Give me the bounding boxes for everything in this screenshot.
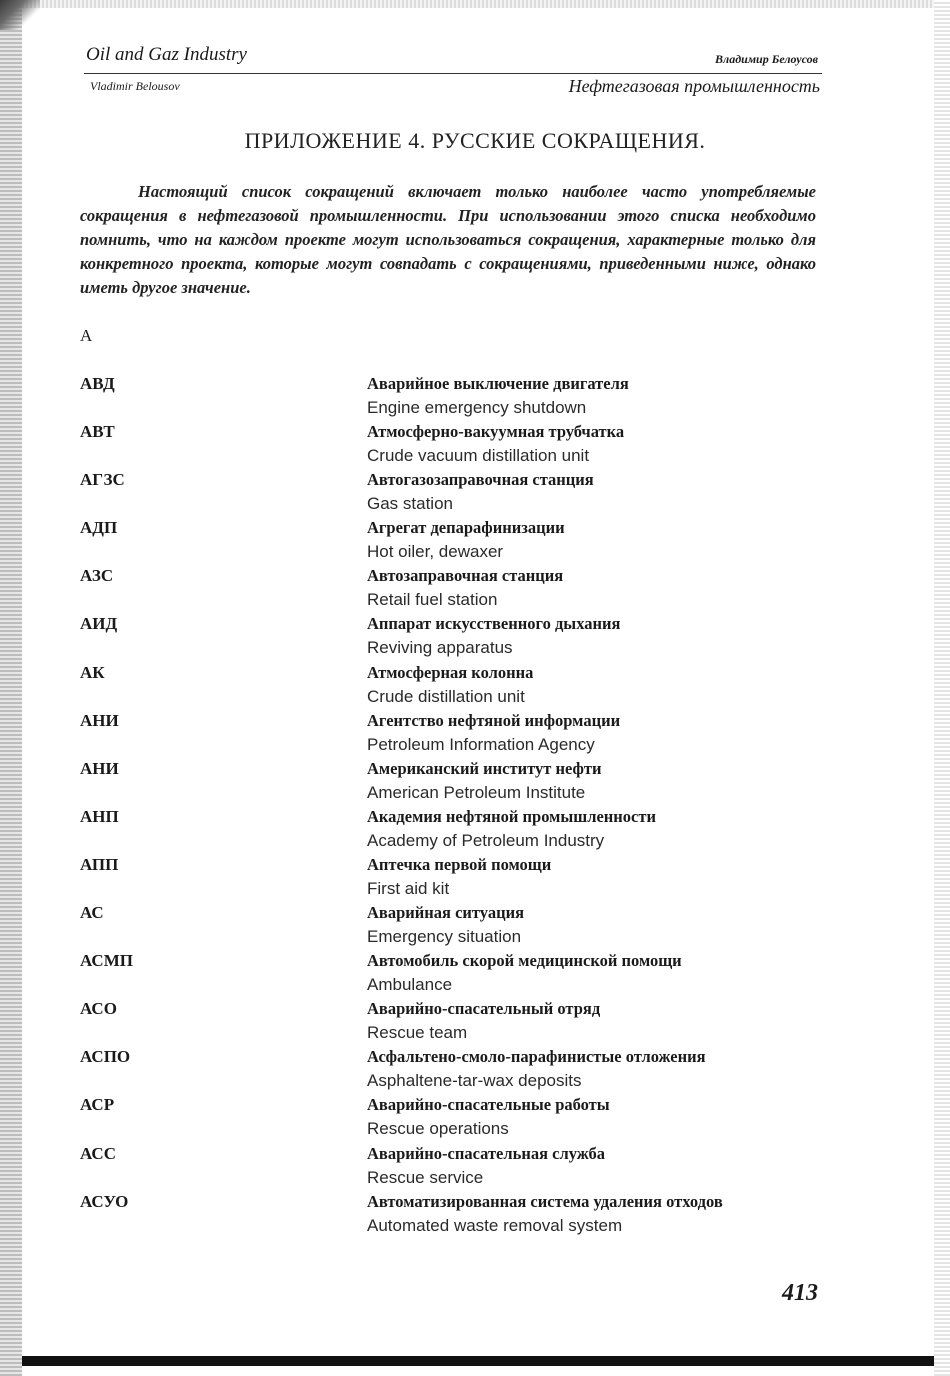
abbreviation: АПП bbox=[80, 854, 119, 874]
definition-en: Rescue team bbox=[367, 1023, 468, 1043]
definition-ru: Атмосферно-вакуумная трубчатка bbox=[367, 422, 625, 442]
list-item bbox=[80, 805, 820, 853]
list-item bbox=[80, 1093, 820, 1141]
list-item bbox=[80, 468, 820, 516]
definition-ru: Асфальтено-смоло-парафинистые отложения bbox=[367, 1047, 706, 1067]
abbreviation: АВТ bbox=[80, 422, 115, 442]
definition-ru: Автозаправочная станция bbox=[367, 566, 564, 586]
definition-en: Rescue service bbox=[367, 1167, 484, 1187]
list-item bbox=[80, 1190, 820, 1238]
list-item bbox=[80, 420, 820, 468]
definition-en: Ambulance bbox=[367, 975, 453, 995]
definition-en: Academy of Petroleum Industry bbox=[367, 830, 605, 850]
running-header-author-ru: Владимир Белоусов bbox=[715, 52, 818, 66]
binding-shadow bbox=[0, 0, 22, 1376]
list-item bbox=[80, 516, 820, 564]
abbreviation: АСПО bbox=[80, 1047, 131, 1067]
definition-ru: Аварийно-спасательные работы bbox=[367, 1095, 610, 1115]
definition-en: First aid kit bbox=[367, 878, 450, 898]
definition-en: Engine emergency shutdown bbox=[367, 398, 587, 417]
section-letter: А bbox=[80, 326, 93, 345]
definition-en: Hot oiler, dewaxer bbox=[367, 542, 504, 562]
running-header-title-ru: Нефтегазовая промышленность bbox=[568, 76, 820, 96]
list-item bbox=[80, 661, 820, 709]
abbreviation: АСМП bbox=[80, 951, 133, 971]
right-scan-edge bbox=[934, 0, 950, 1376]
abbreviation: АСУО bbox=[80, 1191, 129, 1211]
definition-ru: Автоматизированная система удаления отходов bbox=[367, 1191, 723, 1211]
definition-en: American Petroleum Institute bbox=[367, 782, 586, 802]
definition-ru: Аппарат искусственного дыхания bbox=[367, 614, 621, 634]
list-item bbox=[80, 853, 820, 901]
running-header-title-en: Oil and Gaz Industry bbox=[86, 44, 247, 65]
abbreviation: АВД bbox=[80, 374, 115, 393]
definition-ru: Аварийно-спасательная служба bbox=[367, 1143, 606, 1163]
definition-en: Rescue operations bbox=[367, 1119, 509, 1139]
abbreviation: АНИ bbox=[80, 758, 119, 778]
definition-en: Asphaltene-tar-wax deposits bbox=[367, 1071, 582, 1091]
abbreviation-list bbox=[80, 372, 820, 1238]
abbreviation: АИД bbox=[80, 614, 118, 634]
page-number: 413 bbox=[782, 1280, 818, 1306]
definition-en: Gas station bbox=[367, 494, 453, 514]
top-scan-edge bbox=[22, 0, 950, 8]
definition-en: Retail fuel station bbox=[367, 590, 498, 610]
definition-en: Reviving apparatus bbox=[367, 638, 513, 658]
abbreviation: АСР bbox=[80, 1095, 115, 1115]
list-item bbox=[80, 901, 820, 949]
list-item bbox=[80, 709, 820, 757]
definition-ru: Автомобиль скорой медицинской помощи bbox=[367, 951, 682, 971]
header-rule bbox=[84, 73, 822, 74]
bottom-scan-edge bbox=[22, 1356, 934, 1366]
list-item bbox=[80, 612, 820, 660]
definition-en: Crude distillation unit bbox=[367, 686, 525, 706]
intro-paragraph: Настоящий список сокращений включает только наиболее часто употребляемые сокращения в нефтегазовой промышленности. При использовании этого списка необходимо помнить, что на каждом проекте могут использоваться сокращения, характерные только для конкретного проекта, которые могут совпадать с сокращениями, приведенными ниже, однако иметь другое значение. bbox=[80, 182, 816, 297]
definition-ru: Аптечка первой помощи bbox=[367, 854, 552, 874]
abbreviation: АНИ bbox=[80, 710, 119, 730]
list-item bbox=[80, 949, 820, 997]
definition-ru: Автогазозаправочная станция bbox=[367, 470, 594, 490]
definition-en: Petroleum Information Agency bbox=[367, 734, 595, 754]
definition-ru: Агентство нефтяной информации bbox=[367, 710, 621, 730]
definition-en: Automated waste removal system bbox=[367, 1215, 623, 1235]
list-item bbox=[80, 1142, 820, 1190]
definition-ru: Агрегат депарафинизации bbox=[367, 518, 565, 538]
list-item bbox=[80, 564, 820, 612]
abbreviation: АК bbox=[80, 662, 105, 682]
abbreviation: АНП bbox=[80, 806, 119, 826]
definition-ru: Аварийная ситуация bbox=[367, 903, 525, 923]
abbreviation: АЗС bbox=[80, 566, 114, 586]
appendix-title: ПРИЛОЖЕНИЕ 4. РУССКИЕ СОКРАЩЕНИЯ. bbox=[244, 128, 706, 153]
list-item bbox=[80, 372, 820, 420]
abbreviation: АСС bbox=[80, 1143, 116, 1163]
abbreviation: АСО bbox=[80, 999, 117, 1019]
corner-shadow bbox=[0, 0, 40, 30]
definition-ru: Аварийное выключение двигателя bbox=[367, 374, 629, 393]
definition-ru: Академия нефтяной промышленности bbox=[367, 806, 656, 826]
definition-en: Emergency situation bbox=[367, 927, 522, 947]
list-item bbox=[80, 1045, 820, 1093]
abbreviation: АС bbox=[80, 903, 104, 923]
definition-ru: Американский институт нефти bbox=[367, 758, 602, 778]
abbreviation: АДП bbox=[80, 518, 118, 538]
list-item bbox=[80, 997, 820, 1045]
running-header-author-en: Vladimir Belousov bbox=[90, 79, 180, 93]
definition-en: Crude vacuum distillation unit bbox=[367, 446, 590, 466]
abbreviation: АГЗС bbox=[80, 470, 125, 490]
list-item bbox=[80, 757, 820, 805]
definition-ru: Аварийно-спасательный отряд bbox=[367, 999, 601, 1019]
definition-ru: Атмосферная колонна bbox=[367, 662, 534, 682]
